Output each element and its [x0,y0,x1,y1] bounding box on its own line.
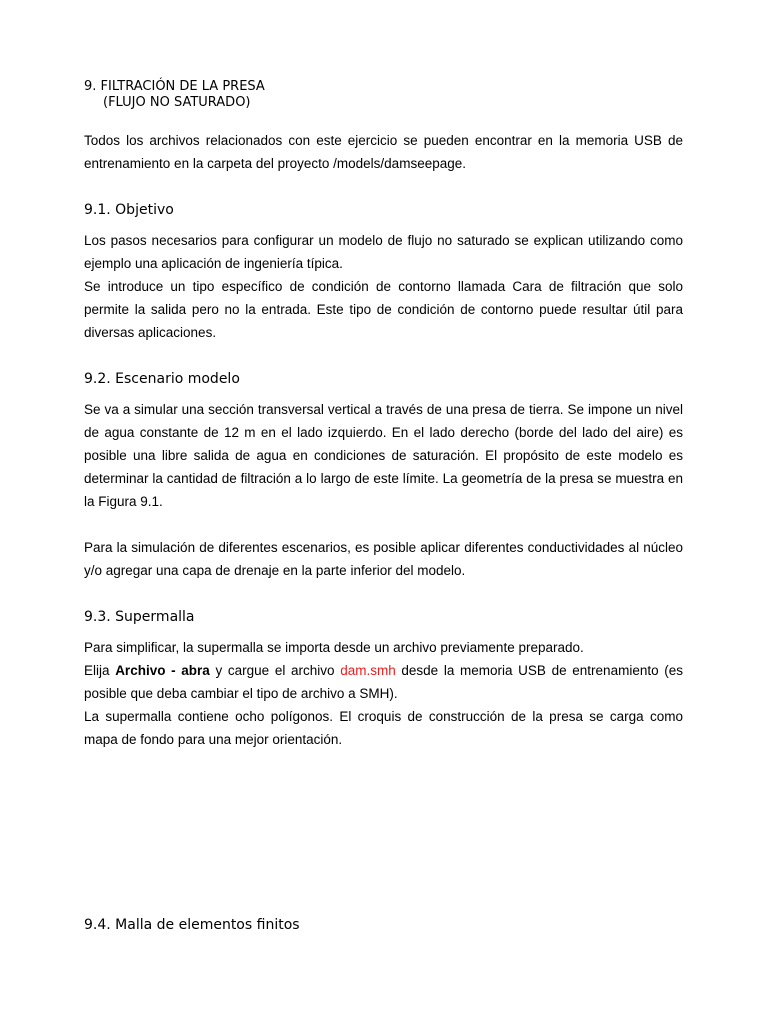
supermalla-p2-text-b: y cargue el archivo [209,663,341,678]
chapter-title [84,79,265,111]
menu-path-archivo-abra: Archivo - abra [115,663,210,678]
objetivo-paragraph-1: Los pasos necesarios para configurar un modelo de flujo no saturado se explican utilizando como ejemplo una aplicación de ingeniería típica. [84,233,683,271]
section-supermalla-body [84,636,683,751]
section-escenario-body [84,398,683,582]
intro-paragraph [84,129,683,175]
chapter-title-line-2: (FLUJO NO SATURADO) [103,95,251,110]
supermalla-paragraph-3: La supermalla contiene ocho polígonos. El croquis de construcción de la presa se carga como mapa de fondo para una mejor orientación. [84,709,683,747]
section-objetivo-body [84,229,683,344]
supermalla-paragraph-1: Para simplificar, la supermalla se importa desde un archivo previamente preparado. [84,640,584,655]
escenario-paragraph-2: Para la simulación de diferentes escenarios, es posible aplicar diferentes conductividades al núcleo y/o agregar una capa de drenaje en la parte inferior del modelo. [84,540,683,578]
section-heading-malla: 9.4. Malla de elementos finitos [84,917,300,933]
escenario-paragraph-1: Se va a simular una sección transversal vertical a través de una presa de tierra. Se impone un nivel de agua constante de 12 m en el lado izquierdo. En el lado derecho (borde del lado del aire) es posible una libre salida de agua en condiciones de saturación. El propósito de este modelo es determinar la cantidad de filtración a lo largo de este límite. La geometría de la presa se muestra en la Figura 9.1. [84,402,683,509]
supermalla-paragraph-2 [84,659,683,705]
section-heading-objetivo: 9.1. Objetivo [84,202,174,218]
chapter-title-line-1: 9. FILTRACIÓN DE LA PRESA [84,79,265,94]
section-heading-supermalla: 9.3. Supermalla [84,609,195,625]
supermalla-p2-text-a: Elija [84,663,116,678]
supermalla-p2-text-c: desde la memoria USB de entrenamiento (es posible que deba cambiar el tipo de archivo a SMH). [84,663,684,701]
objetivo-paragraph-2: Se introduce un tipo específico de condición de contorno llamada Cara de filtración que solo permite la salida pero no la entrada. Este tipo de condición de contorno puede resultar útil para diversas aplicaciones. [84,279,683,340]
filename-dam-smh: dam.smh [340,663,396,678]
section-heading-escenario: 9.2. Escenario modelo [84,371,240,387]
intro-text: Todos los archivos relacionados con este ejercicio se pueden encontrar en la memoria USB de entrenamiento en la carpeta del proyecto /models/damseepage. [84,133,683,171]
